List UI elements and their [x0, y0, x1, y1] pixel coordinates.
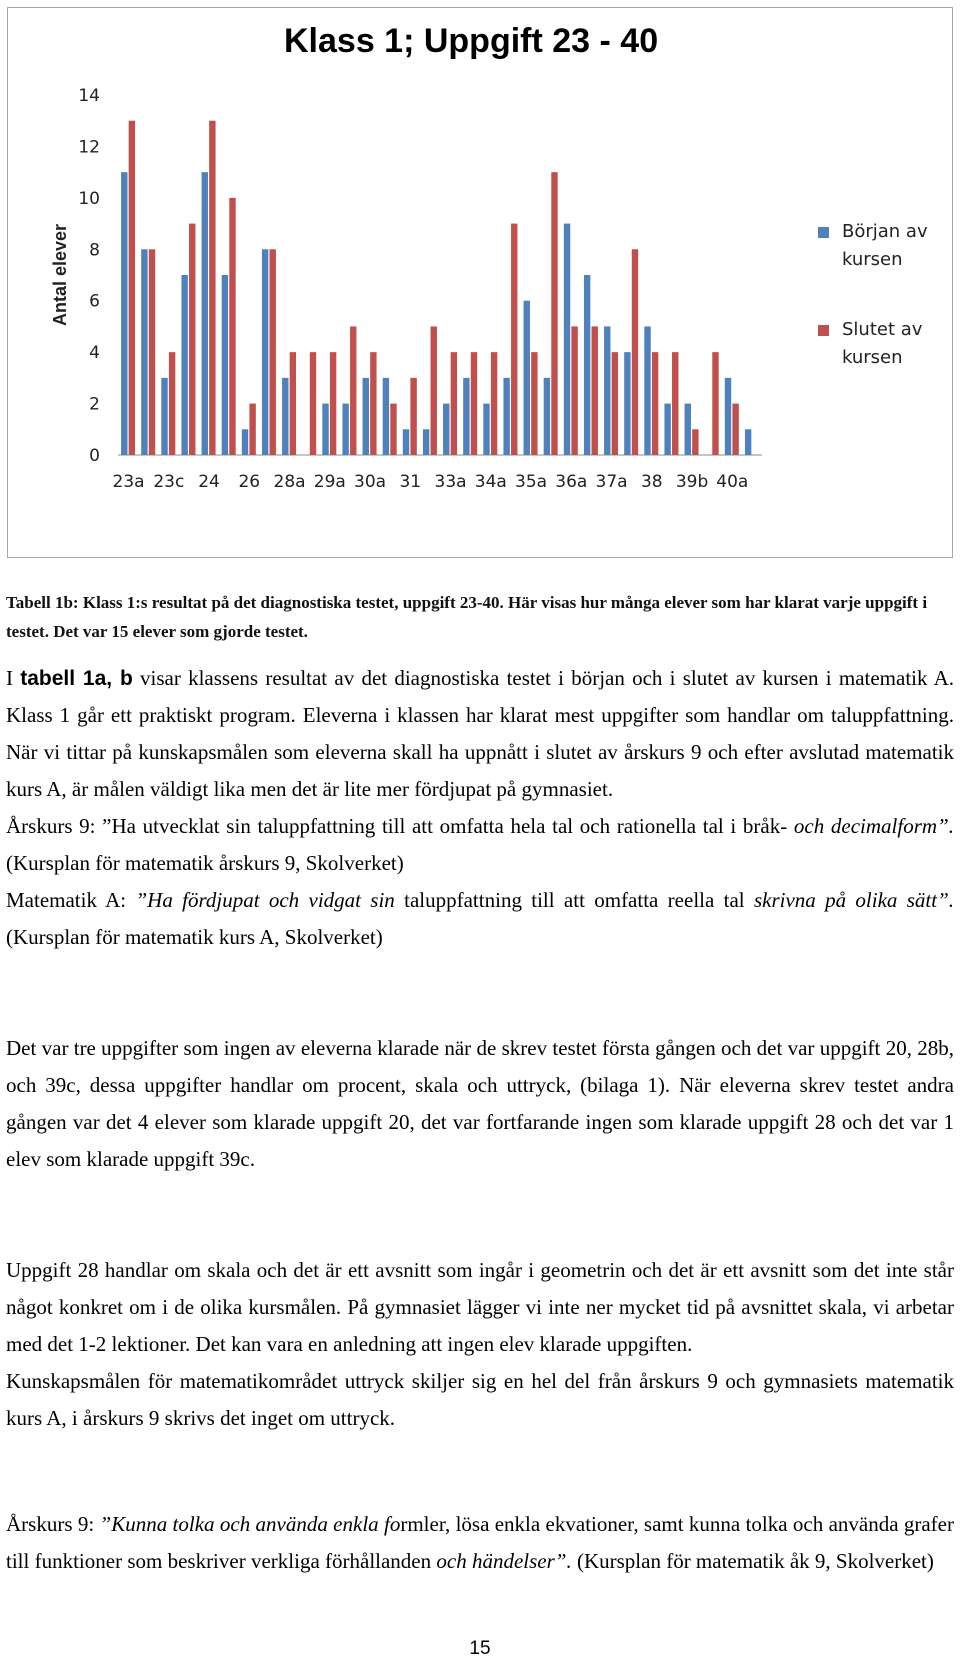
bar-start [443, 404, 449, 455]
x-tick-label: 31 [399, 472, 422, 492]
bar-start [242, 429, 248, 455]
paragraph-scale [6, 1252, 954, 1437]
table-caption: Tabell 1b: Klass 1:s resultat på det diagnostiska testet, uppgift 23-40. Här visas hur många elever som har klarat varje uppgift i testet. Det var 15 elever som gjorde testet. [6, 593, 928, 641]
bar-start [342, 404, 348, 455]
y-tick-label: 10 [78, 188, 100, 209]
bar-start [725, 378, 731, 455]
bar-end [370, 352, 376, 455]
paragraph-failed-tasks [6, 1030, 954, 1178]
x-tick-label: 30a [354, 472, 387, 492]
x-tick-label: 40a [716, 472, 749, 492]
bar-start [544, 378, 550, 455]
p4-d: och händelser”. [436, 1549, 572, 1573]
bar-start [403, 429, 409, 455]
legend-item-end [818, 316, 938, 372]
bar-end [511, 224, 517, 455]
bar-end [692, 429, 698, 455]
bar-start [202, 172, 208, 455]
bar-end [310, 352, 316, 455]
bar-end [491, 352, 497, 455]
x-tick-label: 24 [198, 472, 220, 492]
x-tick-label: 28a [273, 472, 306, 492]
bar-start [685, 404, 691, 455]
bar-start [664, 404, 670, 455]
bar-end [612, 352, 618, 455]
legend-label-start: Början av kursen [842, 221, 928, 270]
y-tick-label: 14 [78, 86, 100, 106]
p4-c: rmler, lösa enkla ekvationer, samt kunna tolka och använda grafer till funktioner som beskriver verkliga förhållanden [6, 1512, 954, 1573]
bar-end [471, 352, 477, 455]
page-number: 15 [469, 1638, 491, 1659]
x-tick-label: 38 [640, 472, 663, 492]
x-tick-label: 37a [595, 472, 628, 492]
y-axis-title: Antal elever [50, 223, 70, 327]
legend-swatch-end [818, 325, 829, 336]
bar-start [181, 275, 187, 455]
y-tick-label: 8 [89, 240, 100, 261]
x-tick-label: 34a [474, 472, 507, 492]
legend-label-end: Slutet av kursen [842, 319, 923, 368]
quote-matA-source: (Kursplan för matematik kurs A, Skolverket) [6, 925, 383, 949]
bar-start [745, 429, 751, 455]
paragraph-arskurs9-quote [6, 1506, 954, 1580]
x-tick-label: 29a [313, 472, 346, 492]
quote-matA-mid: taluppfattning till att omfatta reella tal [394, 888, 754, 912]
quote-arskurs9-intro: Årskurs 9: ”Ha utvecklat sin taluppfattning till att omfatta hela tal och rationella tal i bråk- [6, 814, 794, 838]
p2-text: Det var tre uppgifter som ingen av eleverna klarade när de skrev testet första gången och det var uppgift 20, 28b, och 39c, dessa uppgifter handlar om procent, skala och uttryck, (bilaga 1). När eleverna skrev testet andra gången var det 4 elever som klarade uppgift 20, det var fortfarande ingen som klarade uppgift 28 och det var 1 elev som klarade uppgift 39c. [6, 1036, 954, 1171]
bar-end [652, 352, 658, 455]
p1-s3: visar klassens resultat av det diagnostiska testet i början och i slutet av kursen i matematik A. Klass 1 går ett praktiskt program. Eleverna i klassen har klarat mest uppgifter som handlar om taluppfattning. När vi tittar på kunskapsmålen som eleverna skall ha uppnått i slutet av årskurs 9 och efter avslutad matematik kurs A, är målen väldigt lika men det är lite mer fördjupat på gymnasiet. [6, 666, 955, 801]
bar-start [564, 224, 570, 455]
bar-end [451, 352, 457, 455]
bar-end [209, 121, 215, 455]
x-tick-label: 33a [434, 472, 467, 492]
y-tick-label: 4 [89, 343, 100, 364]
bar-end [189, 224, 195, 455]
legend-item-start [818, 218, 938, 274]
y-tick-label: 12 [78, 137, 100, 158]
bar-end [732, 404, 738, 455]
bar-start [383, 378, 389, 455]
p3-b: Kunskapsmålen för matematikområdet uttryck skiljer sig en hel del från årskurs 9 och gymnasiets matematik kurs A, i årskurs 9 skrivs det inget om uttryck. [6, 1369, 954, 1430]
bar-start [161, 378, 167, 455]
bar-start [141, 249, 147, 455]
y-tick-label: 6 [89, 291, 100, 312]
bar-end [290, 352, 296, 455]
bar-end [410, 378, 416, 455]
chart-title: Klass 1; Uppgift 23 - 40 [284, 22, 659, 60]
bar-chart [0, 0, 960, 560]
bar-start [644, 326, 650, 455]
bar-end [551, 172, 557, 455]
bar-end [249, 404, 255, 455]
x-tick-label: 36a [555, 472, 588, 492]
bar-start [524, 301, 530, 455]
bar-start [423, 429, 429, 455]
bar-end [129, 121, 135, 455]
x-tick-label: 39b [675, 472, 709, 492]
x-tick-label: 35a [515, 472, 548, 492]
bar-end [330, 352, 336, 455]
x-tick-label: 23c [153, 472, 185, 492]
p4-b: ”Kunna tolka och använda enkla fo [99, 1512, 401, 1536]
bar-end [229, 198, 235, 455]
bar-start [604, 326, 610, 455]
bar-start [463, 378, 469, 455]
bar-start [584, 275, 590, 455]
p1-table-ref: tabell 1a, b [20, 667, 133, 690]
bar-end [350, 326, 356, 455]
quote-arskurs9-italic: och decimalform”. [793, 814, 954, 838]
bar-start [503, 378, 509, 455]
bar-end [592, 326, 598, 455]
p4-a: Årskurs 9: [6, 1512, 100, 1536]
bar-end [531, 352, 537, 455]
x-tick-label: 23a [112, 472, 145, 492]
legend-swatch-start [818, 227, 829, 238]
p1-s1: I [6, 666, 21, 690]
x-tick-label: 26 [238, 472, 261, 492]
bar-end [632, 249, 638, 455]
quote-matA-italic1: ”Ha fördjupat och vidgat sin [135, 888, 395, 912]
p3-a: Uppgift 28 handlar om skala och det är ett avsnitt som ingår i geometrin och det är ett avsnitt som det inte står något konkret om i de olika kursmålen. På gymnasiet lägger vi inte ner mycket tid på avsnittet skala, vi arbetar med det 1-2 lektioner. Det kan vara en anledning att ingen elev klarade uppgiften. [6, 1258, 954, 1356]
bar-end [149, 249, 155, 455]
bar-end [169, 352, 175, 455]
quote-arskurs9-source: (Kursplan för matematik årskurs 9, Skolverket) [6, 851, 404, 875]
bar-start [483, 404, 489, 455]
bar-start [322, 404, 328, 455]
quote-matA-italic2: skrivna på olika sätt”. [753, 888, 954, 912]
bar-start [121, 172, 127, 455]
bar-end [571, 326, 577, 455]
bar-end [712, 352, 718, 455]
bar-end [672, 352, 678, 455]
y-tick-label: 2 [89, 394, 100, 415]
bar-start [262, 249, 268, 455]
bar-end [390, 404, 396, 455]
bar-start [222, 275, 228, 455]
chart-legend [818, 218, 938, 372]
bar-start [363, 378, 369, 455]
y-tick-label: 0 [89, 446, 100, 466]
bar-start [624, 352, 630, 455]
quote-matA-intro: Matematik A: [6, 888, 136, 912]
paragraph-results [6, 660, 954, 956]
p4-e: (Kursplan för matematik åk 9, Skolverket) [571, 1549, 934, 1573]
bar-end [431, 326, 437, 455]
bar-start [282, 378, 288, 455]
bar-end [270, 249, 276, 455]
